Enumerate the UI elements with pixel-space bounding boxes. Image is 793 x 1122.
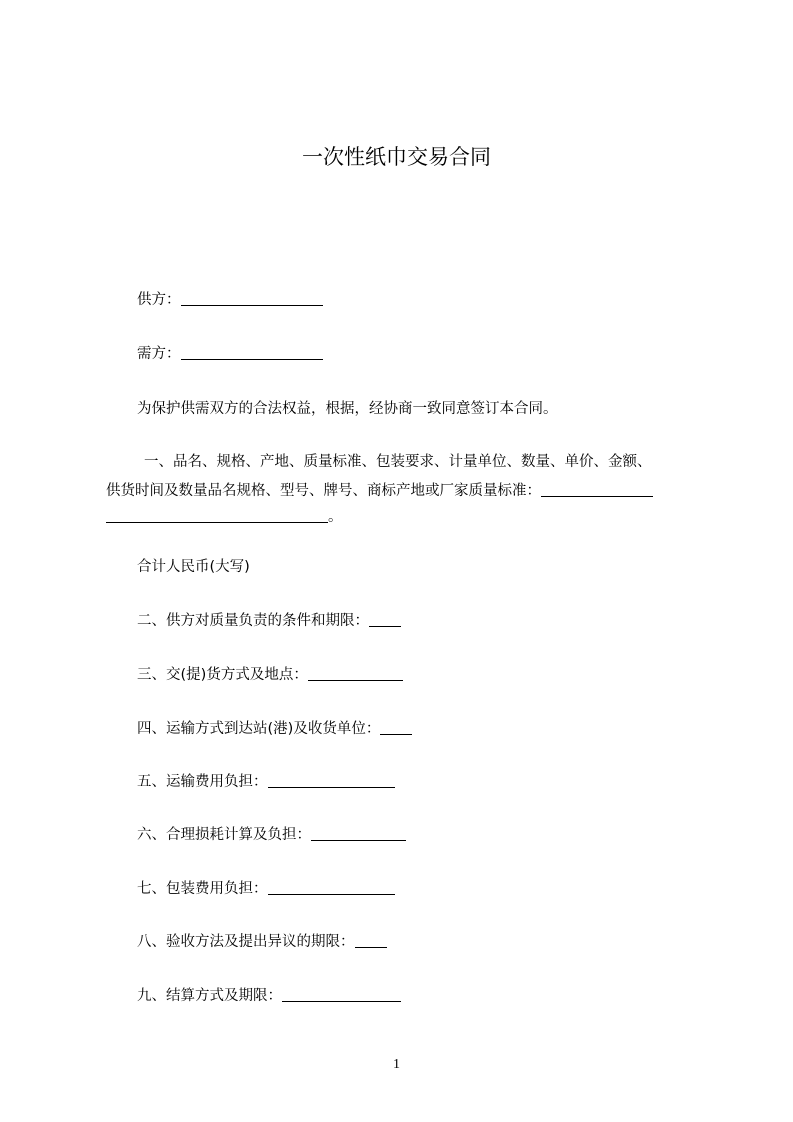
clause-1-end: 。 (328, 509, 343, 525)
buyer-blank[interactable] (181, 345, 323, 360)
clause-3-blank[interactable] (308, 666, 403, 681)
clause-7-label: 七、包装费用负担： (137, 881, 268, 897)
clause-8-blank[interactable] (355, 933, 387, 948)
clause-5-blank[interactable] (268, 773, 395, 788)
page-number: 1 (393, 1057, 400, 1072)
clause-1-line-3 (106, 507, 343, 527)
clause-4-line (137, 719, 412, 739)
buyer-label: 需方： (137, 346, 181, 362)
clause-2-line (137, 611, 401, 631)
clause-1-line-2 (106, 481, 653, 501)
clause-9-blank[interactable] (282, 987, 401, 1002)
clause-8-line (137, 932, 387, 952)
clause-2-blank[interactable] (369, 612, 401, 627)
clause-7-line (137, 879, 395, 899)
clause-6-label: 六、合理损耗计算及负担： (137, 827, 311, 843)
clause-4-blank[interactable] (380, 720, 412, 735)
clause-7-blank[interactable] (268, 880, 395, 895)
clause-9-label: 九、结算方式及期限： (137, 988, 282, 1004)
clause-9-line (137, 986, 401, 1006)
page-title: 一次性纸巾交易合同 (302, 145, 491, 169)
preamble: 为保护供需双方的合法权益，根据，经协商一致同意签订本合同。 (137, 401, 558, 417)
supplier-label: 供方： (137, 292, 181, 308)
clause-1-blank-b[interactable] (106, 508, 328, 523)
clause-5-line (137, 772, 395, 792)
supplier-line (137, 290, 323, 310)
clause-4-label: 四、运输方式到达站(港)及收货单位： (137, 721, 381, 737)
total-amount-line: 合计人民币(大写) (137, 559, 250, 575)
clause-1-line-1: 一、品名、规格、产地、质量标准、包装要求、计量单位、数量、单价、金额、 (144, 454, 652, 470)
clause-3-line (137, 665, 403, 685)
clause-1-blank-a[interactable] (541, 482, 653, 497)
clause-1-text: 供货时间及数量品名规格、型号、牌号、商标产地或厂家质量标准： (106, 483, 541, 499)
clause-5-label: 五、运输费用负担： (137, 774, 268, 790)
supplier-blank[interactable] (181, 291, 323, 306)
clause-6-blank[interactable] (311, 826, 406, 841)
clause-3-label: 三、交(提)货方式及地点： (137, 667, 308, 683)
clause-8-label: 八、验收方法及提出异议的期限： (137, 934, 355, 950)
clause-2-label: 二、供方对质量负责的条件和期限： (137, 613, 369, 629)
buyer-line (137, 344, 323, 364)
clause-6-line (137, 825, 406, 845)
